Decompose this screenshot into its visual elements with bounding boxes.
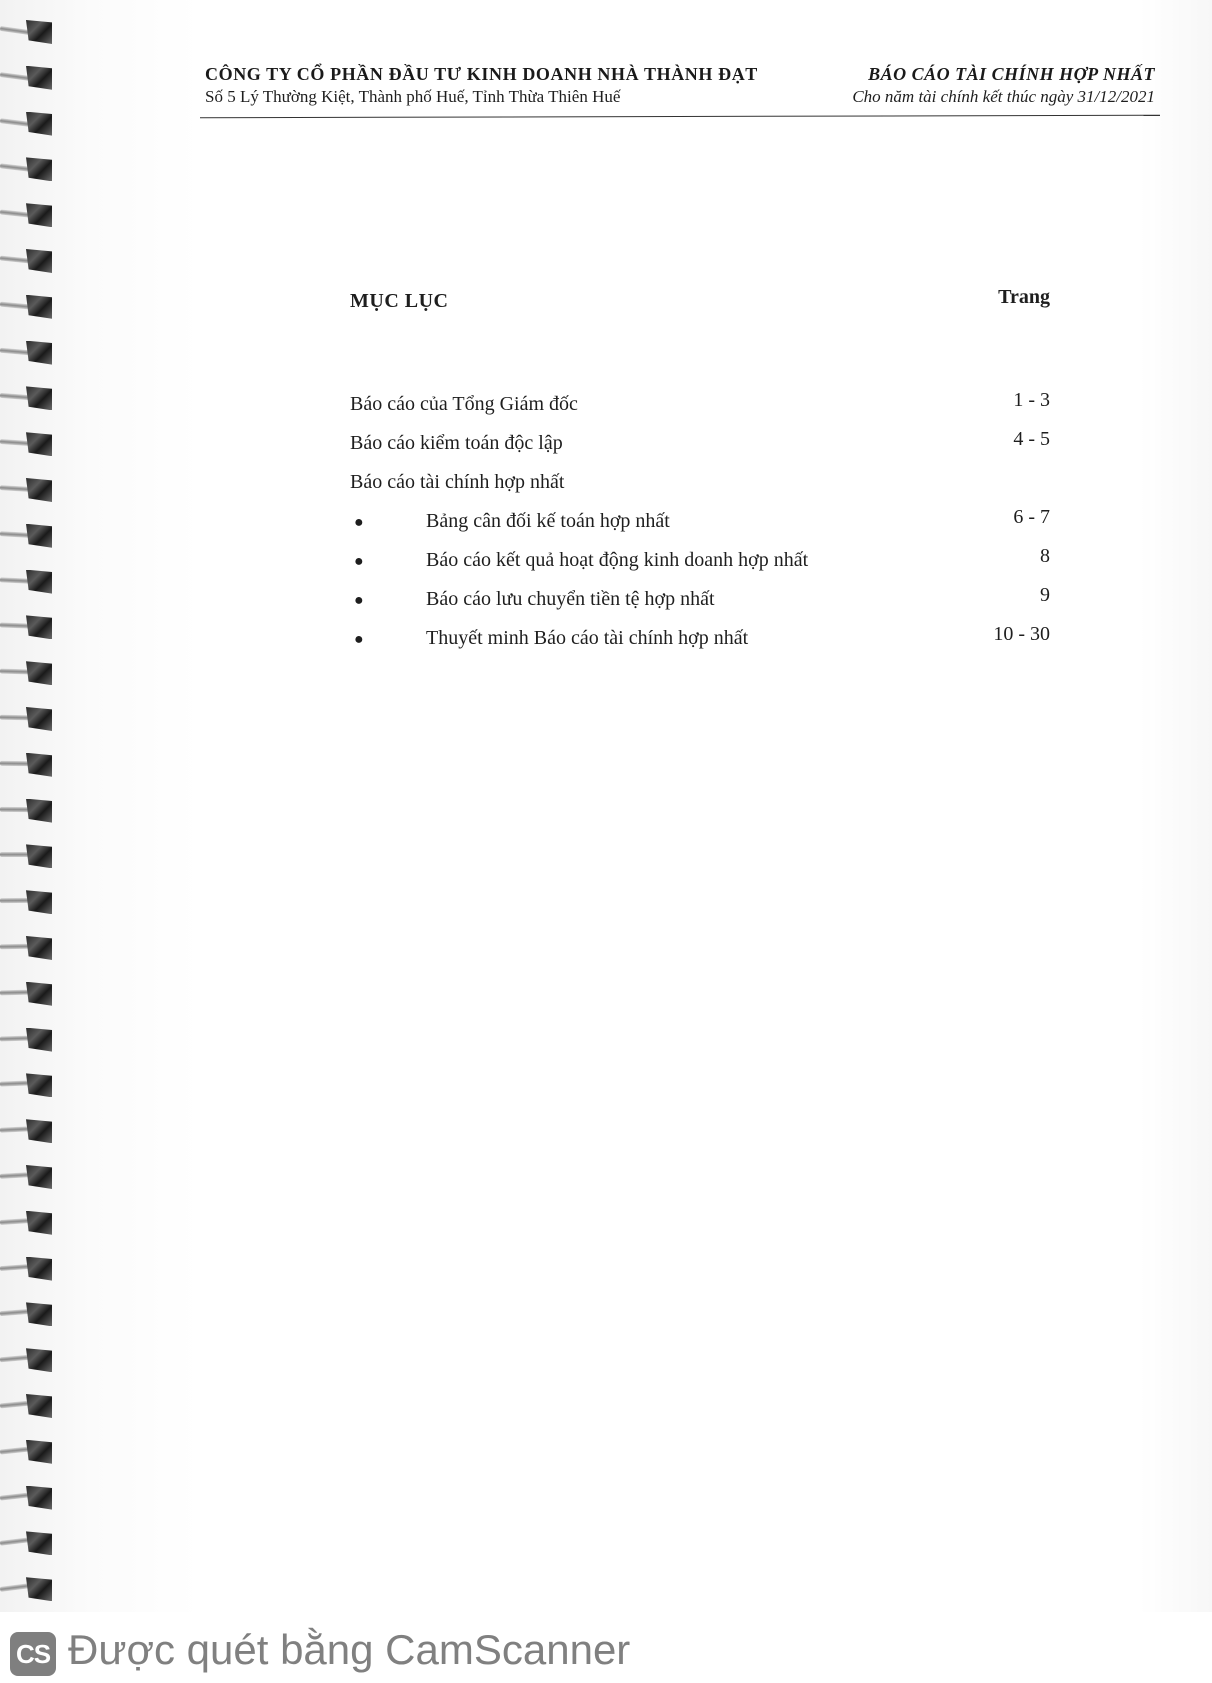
binding-wire bbox=[0, 210, 30, 218]
binding-hole bbox=[26, 203, 52, 227]
binding-wire bbox=[0, 164, 30, 172]
binding-wire bbox=[0, 72, 30, 81]
binding-wire bbox=[0, 347, 30, 355]
binding-ring bbox=[0, 570, 64, 600]
binding-ring bbox=[0, 615, 64, 645]
binding-hole bbox=[26, 1165, 52, 1189]
binding-ring bbox=[0, 1028, 64, 1058]
binding-ring bbox=[0, 432, 64, 462]
binding-wire bbox=[0, 944, 30, 950]
binding-ring bbox=[0, 249, 64, 279]
company-name: CÔNG TY CỔ PHẦN ĐẦU TƯ KINH DOANH NHÀ THÀNH ĐẠT bbox=[205, 64, 758, 84]
binding-wire bbox=[0, 1172, 30, 1179]
bullet-icon: ● bbox=[354, 514, 364, 531]
binding-ring bbox=[0, 1440, 64, 1470]
toc-subentry bbox=[350, 506, 1050, 549]
binding-hole bbox=[26, 157, 52, 181]
binding-ring bbox=[0, 707, 64, 737]
binding-wire bbox=[0, 1446, 30, 1454]
binding-hole bbox=[26, 707, 52, 731]
binding-wire bbox=[0, 1492, 30, 1500]
binding-hole bbox=[26, 661, 52, 685]
page-header bbox=[205, 64, 1155, 107]
binding-hole bbox=[26, 432, 52, 456]
binding-hole bbox=[26, 753, 52, 777]
binding-wire bbox=[0, 1401, 30, 1409]
toc-entry-pages: 4 - 5 bbox=[1013, 428, 1050, 450]
binding-ring bbox=[0, 386, 64, 416]
binding-hole bbox=[26, 570, 52, 594]
binding-wire bbox=[0, 256, 30, 264]
binding-hole bbox=[26, 1211, 52, 1235]
binding-ring bbox=[0, 112, 64, 142]
binding-ring bbox=[0, 982, 64, 1012]
binding-hole bbox=[26, 249, 52, 273]
toc-subentry bbox=[350, 545, 1050, 588]
toc-entry-label: Báo cáo lưu chuyển tiền tệ hợp nhất bbox=[426, 588, 715, 610]
toc-entry-pages: 8 bbox=[1040, 545, 1050, 567]
binding-wire bbox=[0, 1081, 30, 1087]
binding-wire bbox=[0, 1035, 30, 1041]
binding-wire bbox=[0, 1126, 30, 1132]
company-address: Số 5 Lý Thường Kiệt, Thành phố Huế, Tỉnh Thừa Thiên Huế bbox=[205, 87, 621, 106]
binding-hole bbox=[26, 478, 52, 502]
spiral-binding bbox=[0, 20, 70, 1640]
camscanner-logo-icon: CS bbox=[10, 1632, 56, 1676]
binding-hole bbox=[26, 386, 52, 410]
binding-hole bbox=[26, 1577, 52, 1601]
report-period: Cho năm tài chính kết thúc ngày 31/12/2021 bbox=[852, 87, 1155, 106]
binding-ring bbox=[0, 1394, 64, 1424]
binding-ring bbox=[0, 1257, 64, 1287]
binding-ring bbox=[0, 661, 64, 691]
binding-hole bbox=[26, 1257, 52, 1281]
binding-hole bbox=[26, 341, 52, 365]
toc-entry-label: Bảng cân đối kế toán hợp nhất bbox=[426, 510, 670, 532]
binding-ring bbox=[0, 1302, 64, 1332]
bullet-icon: ● bbox=[354, 592, 364, 609]
binding-hole bbox=[26, 112, 52, 136]
header-divider bbox=[200, 115, 1160, 119]
toc-entry-pages: 10 - 30 bbox=[993, 623, 1050, 645]
binding-wire bbox=[0, 1583, 30, 1592]
binding-hole bbox=[26, 1486, 52, 1510]
toc-entry bbox=[350, 389, 1050, 432]
toc-page-heading: Trang bbox=[998, 286, 1050, 308]
binding-wire bbox=[0, 531, 30, 538]
binding-ring bbox=[0, 341, 64, 371]
binding-hole bbox=[26, 295, 52, 319]
binding-hole bbox=[26, 844, 52, 868]
binding-ring bbox=[0, 1073, 64, 1103]
binding-ring bbox=[0, 1348, 64, 1378]
binding-hole bbox=[26, 799, 52, 823]
binding-hole bbox=[26, 1028, 52, 1052]
bullet-icon: ● bbox=[354, 553, 364, 570]
binding-wire bbox=[0, 1355, 30, 1363]
toc-entry-pages: 9 bbox=[1040, 584, 1050, 606]
binding-hole bbox=[26, 615, 52, 639]
binding-wire bbox=[0, 577, 30, 583]
binding-ring bbox=[0, 936, 64, 966]
binding-wire bbox=[0, 623, 30, 629]
table-of-contents bbox=[350, 286, 1050, 666]
binding-wire bbox=[0, 715, 30, 721]
toc-entry-label: Báo cáo của Tổng Giám đốc bbox=[350, 393, 578, 415]
binding-ring bbox=[0, 1531, 64, 1561]
binding-ring bbox=[0, 1211, 64, 1241]
binding-hole bbox=[26, 1073, 52, 1097]
toc-title: MỤC LỤC bbox=[350, 290, 449, 312]
binding-hole bbox=[26, 1119, 52, 1143]
binding-wire bbox=[0, 301, 30, 309]
toc-subentry bbox=[350, 623, 1050, 666]
binding-hole bbox=[26, 66, 52, 90]
scanner-watermark bbox=[0, 1612, 1212, 1683]
report-title: BÁO CÁO TÀI CHÍNH HỢP NHẤT bbox=[868, 64, 1155, 84]
binding-ring bbox=[0, 799, 64, 829]
binding-ring bbox=[0, 890, 64, 920]
binding-wire bbox=[0, 989, 30, 995]
binding-wire bbox=[0, 118, 30, 127]
binding-ring bbox=[0, 1165, 64, 1195]
binding-ring bbox=[0, 295, 64, 325]
binding-wire bbox=[0, 761, 30, 766]
binding-hole bbox=[26, 936, 52, 960]
toc-entry-pages: 6 - 7 bbox=[1013, 506, 1050, 528]
binding-ring bbox=[0, 524, 64, 554]
binding-hole bbox=[26, 1348, 52, 1372]
binding-wire bbox=[0, 898, 30, 903]
binding-hole bbox=[26, 524, 52, 548]
binding-wire bbox=[0, 26, 30, 35]
binding-ring bbox=[0, 1119, 64, 1149]
binding-wire bbox=[0, 1264, 30, 1271]
binding-hole bbox=[26, 1302, 52, 1326]
toc-entry-label: Báo cáo kiểm toán độc lập bbox=[350, 432, 563, 454]
binding-hole bbox=[26, 982, 52, 1006]
scanner-caption: Được quét bằng CamScanner bbox=[68, 1626, 631, 1673]
binding-ring bbox=[0, 203, 64, 233]
binding-wire bbox=[0, 1218, 30, 1225]
toc-subentry bbox=[350, 584, 1050, 627]
binding-wire bbox=[0, 439, 30, 446]
binding-wire bbox=[0, 485, 30, 492]
binding-hole bbox=[26, 1440, 52, 1464]
binding-hole bbox=[26, 1531, 52, 1555]
binding-hole bbox=[26, 20, 52, 44]
binding-hole bbox=[26, 1394, 52, 1418]
binding-wire bbox=[0, 807, 30, 812]
binding-ring bbox=[0, 20, 64, 50]
binding-wire bbox=[0, 393, 30, 400]
toc-entry-label: Báo cáo tài chính hợp nhất bbox=[350, 471, 565, 493]
binding-ring bbox=[0, 1577, 64, 1607]
bullet-icon: ● bbox=[354, 631, 364, 648]
binding-wire bbox=[0, 852, 30, 857]
toc-entry bbox=[350, 428, 1050, 471]
binding-ring bbox=[0, 1486, 64, 1516]
binding-wire bbox=[0, 1538, 30, 1547]
binding-ring bbox=[0, 66, 64, 96]
toc-entry-label: Thuyết minh Báo cáo tài chính hợp nhất bbox=[426, 627, 749, 649]
binding-hole bbox=[26, 890, 52, 914]
binding-wire bbox=[0, 669, 30, 675]
binding-wire bbox=[0, 1309, 30, 1316]
binding-ring bbox=[0, 844, 64, 874]
binding-ring bbox=[0, 478, 64, 508]
toc-entry-label: Báo cáo kết quả hoạt động kinh doanh hợp nhất bbox=[426, 549, 809, 571]
binding-ring bbox=[0, 157, 64, 187]
toc-entry bbox=[350, 471, 1050, 510]
toc-entry-pages: 1 - 3 bbox=[1013, 389, 1050, 411]
binding-ring bbox=[0, 753, 64, 783]
